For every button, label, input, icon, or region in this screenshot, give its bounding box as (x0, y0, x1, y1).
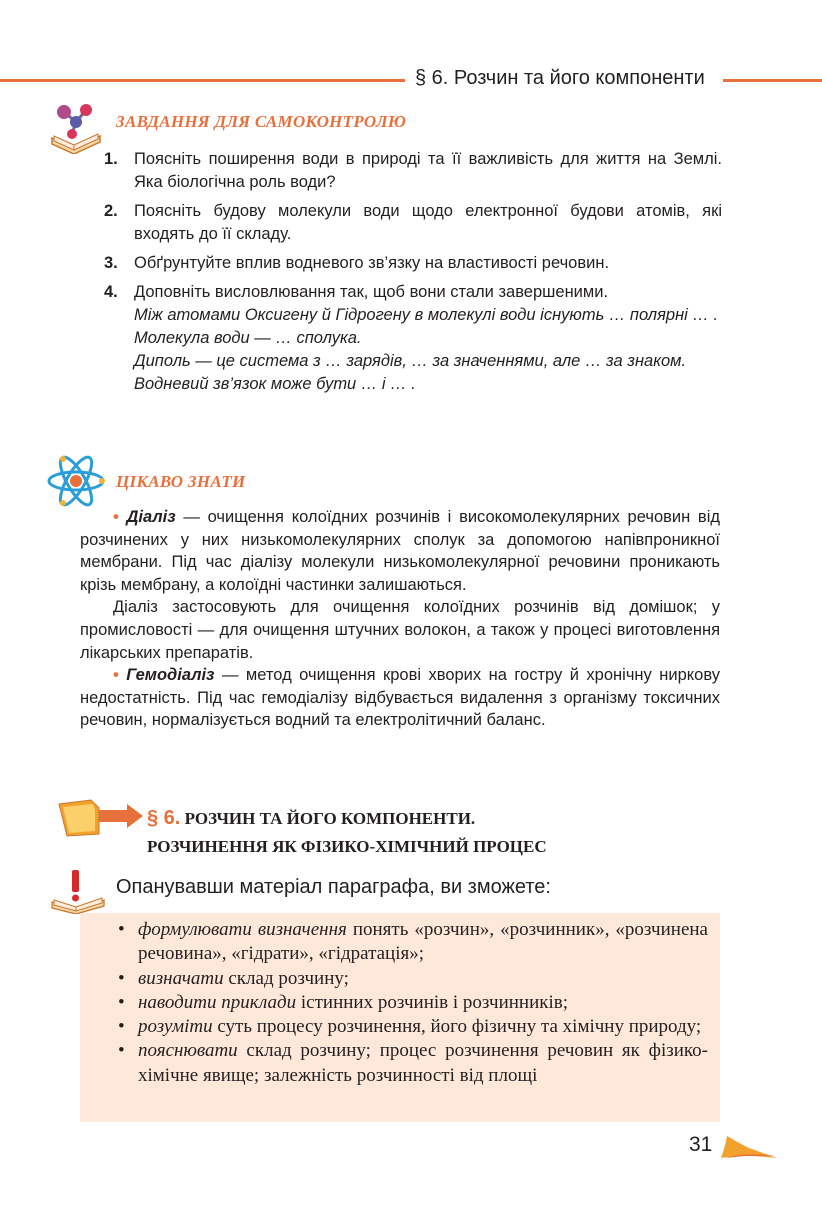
task-number: 2. (104, 202, 118, 220)
header-rule-left (0, 79, 405, 82)
task-number: 3. (104, 254, 118, 272)
atom-icon (46, 455, 106, 512)
paragraph-title-text: РОЗЧИН ТА ЙОГО КОМПОНЕНТИ. (184, 809, 476, 828)
skill-rest: суть процесу розчинення, його фізичну та хімічну природу; (212, 1016, 702, 1038)
open-book-arrow-icon (55, 798, 145, 843)
paragraph-title-line-1 (147, 804, 547, 833)
page-number: 31 (689, 1133, 713, 1156)
interesting-heading: ЦІКАВО ЗНАТИ (116, 472, 246, 491)
paragraph-title-line-2: РОЗЧИНЕННЯ ЯК ФІЗИКО-ХІМІЧНИЙ ПРОЦЕС (147, 837, 547, 856)
task-item (100, 200, 722, 246)
dialysis-paragraph (80, 506, 720, 596)
skill-item (118, 967, 708, 991)
task-item (100, 281, 722, 396)
skill-rest: склад розчину; процес розчинення речовин як фізико-хімічне явище; залежність розчинності від площі (138, 1040, 708, 1086)
skill-item (118, 1015, 708, 1039)
hemodialysis-paragraph (80, 664, 720, 732)
running-header: § 6. Розчин та його компоненти (415, 67, 705, 89)
task-text-block (134, 281, 722, 396)
skill-item (118, 1039, 708, 1088)
hemodialysis-term: Гемодіаліз (126, 666, 215, 685)
skill-rest: понять «розчин», «розчинник», «розчинена речовина», «гідрати», «гідратація»; (138, 919, 708, 965)
interesting-text (80, 506, 720, 732)
skill-item (118, 991, 708, 1015)
task-item (100, 148, 722, 194)
completion-line: Молекула води — … сполука. (134, 329, 362, 347)
task-item (100, 252, 722, 275)
task-text: Поясніть будову молекули води щодо електронної будови атомів, які входять до її складу. (134, 202, 722, 243)
task-number: 1. (104, 150, 118, 168)
skill-verb: пояснювати (138, 1040, 238, 1062)
skill-verb: наводити приклади (138, 991, 297, 1013)
molecule-book-icon (46, 98, 106, 159)
task-list (100, 148, 722, 402)
completion-line: Між атомами Оксигену й Гідрогену в молекулі води існують … полярні … . (134, 306, 719, 324)
bullet-icon: • (113, 666, 119, 685)
skill-rest: істинних розчинів і розчинників; (296, 991, 569, 1013)
task-text: Поясніть поширення води в природі та її важливість для життя на Землі. Яка біологічна роль води? (134, 150, 722, 191)
dialysis-use-paragraph: Діаліз застосовують для очищення колоїдних розчинів від домішок; у промисловості — для очищення штучних волокон, а також у процесі виготовлення лікарських препаратів. (80, 598, 720, 662)
task-text: Доповніть висловлювання так, щоб вони стали завершеними. (134, 283, 609, 301)
skills-list (118, 918, 708, 1088)
dialysis-term: Діаліз (126, 508, 176, 526)
bullet-icon: • (113, 508, 119, 526)
header-rule-right (723, 79, 822, 82)
skill-rest: склад розчину; (223, 967, 349, 989)
task-text: Обґрунтуйте вплив водневого зв’язку на властивості речовин. (134, 254, 610, 272)
skill-verb: визначати (138, 967, 224, 989)
skill-verb: розуміти (138, 1016, 213, 1038)
hemodialysis-definition: — метод очищення крові хворих на гостру й хронічну ниркову недостатність. Під час гемодіалізу відбувається видалення з організму токсичних речовин, нормалізується водний та електролітичний баланс. (80, 666, 720, 730)
task-number: 4. (104, 283, 118, 301)
skill-item (118, 918, 708, 967)
completion-line: Диполь — це система з … зарядів, … за значеннями, але … за знаком. (134, 352, 687, 370)
self-control-heading: ЗАВДАННЯ ДЛЯ САМОКОНТРОЛЮ (116, 112, 407, 131)
paragraph-heading (147, 804, 547, 861)
skill-verb: формулювати визначення (138, 919, 347, 940)
skills-intro: Опанувавши матеріал параграфа, ви зможете: (116, 876, 551, 898)
attention-book-icon (50, 868, 106, 919)
dialysis-definition: — очищення колоїдних розчинів і високомолекулярних речовин від розчинених у них низькомолекулярних сполук за допомогою напівпроникної мембрани. Під час діалізу молекули низькомолекулярної речовини проникають крізь мембрану, а колоїдні частинки залишаються. (80, 508, 720, 594)
paragraph-number: § 6. (147, 807, 181, 829)
completion-line: Водневий зв’язок може бути … і … . (134, 375, 416, 393)
page-swoosh-icon (719, 1134, 779, 1165)
